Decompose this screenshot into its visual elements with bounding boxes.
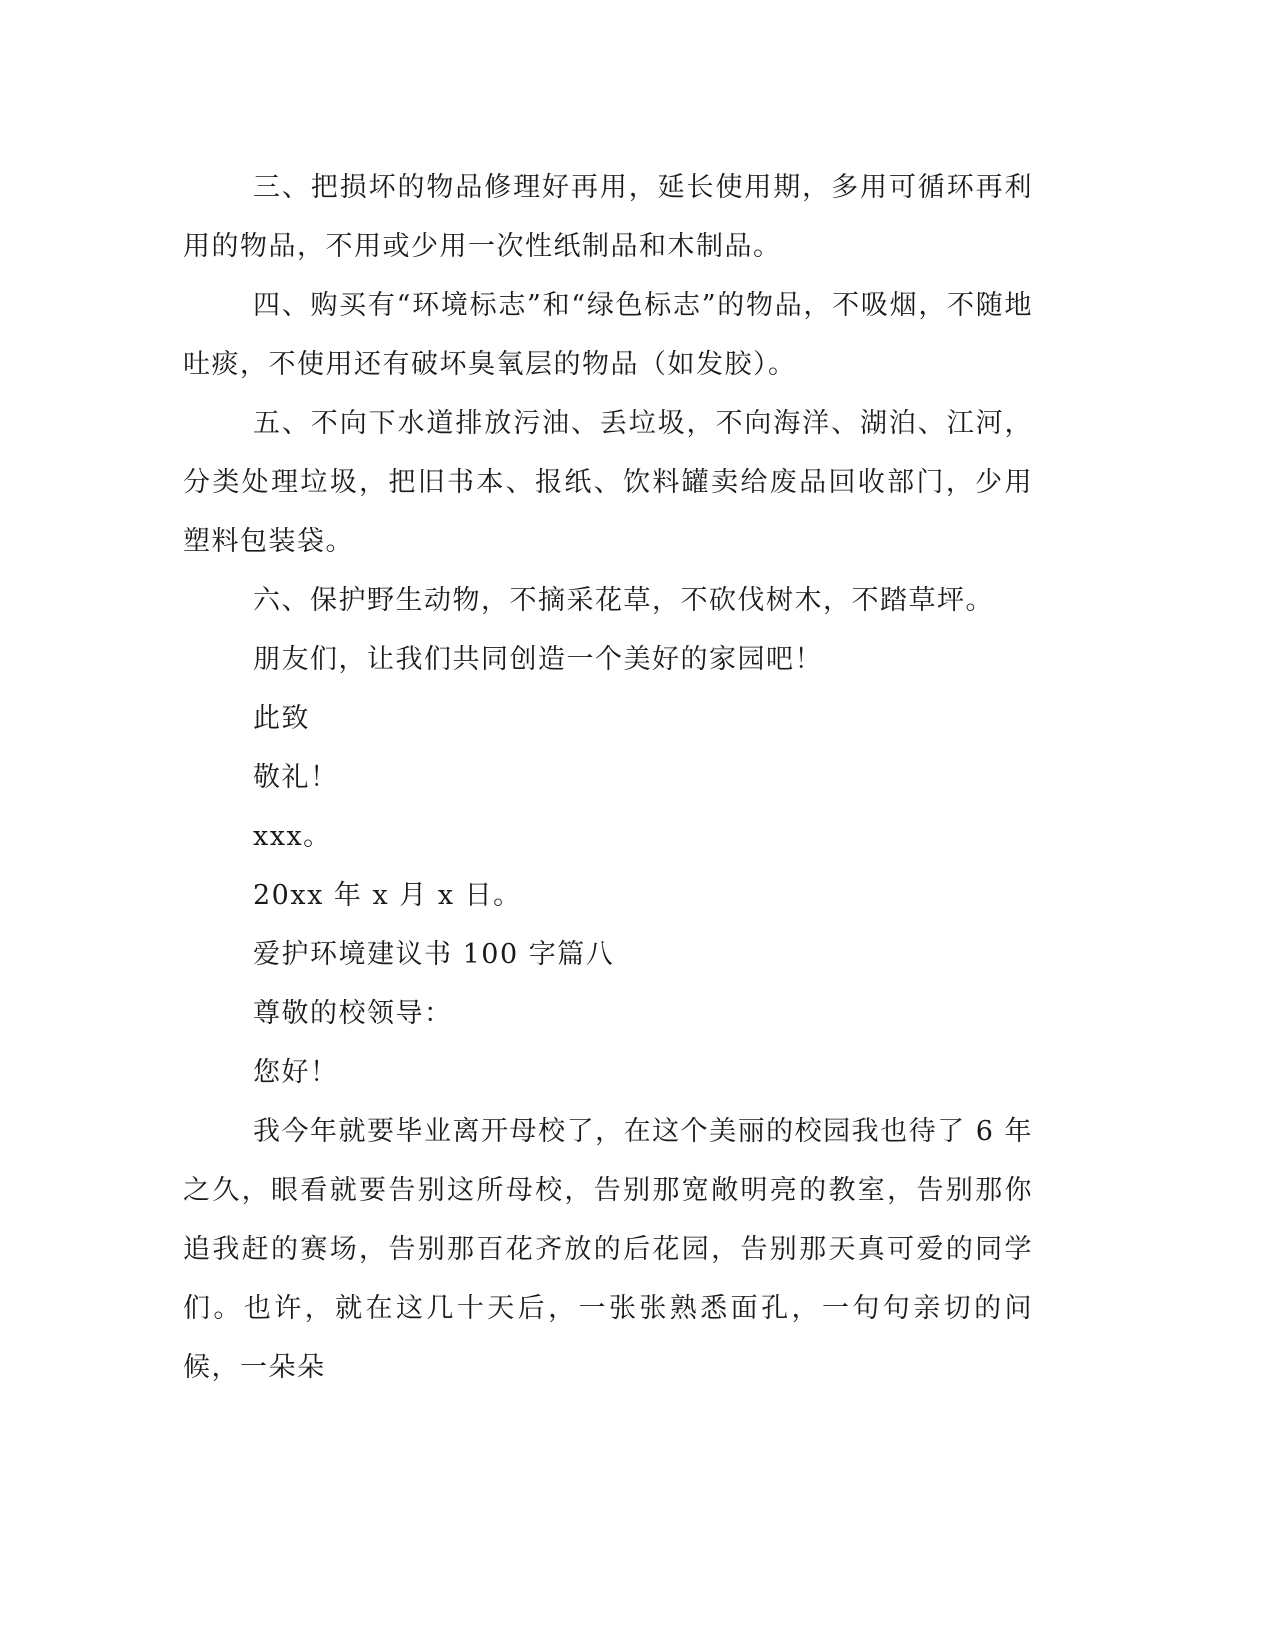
paragraph-item-4: 四、购买有“环境标志”和“绿色标志”的物品，不吸烟，不随地吐痰，不使用还有破坏臭氧层的物品（如发胶）。 [183,290,1033,380]
paragraph-item-3: 三、把损坏的物品修理好再用，延长使用期，多用可循环再利用的物品，不用或少用一次性纸制品和木制品。 [183,172,1033,262]
closing-appeal: 朋友们，让我们共同创造一个美好的家园吧！ [253,644,823,675]
signature: xxx。 [253,821,332,852]
paragraph-item-6: 六、保护野生动物，不摘采花草，不砍伐树木，不踏草坪。 [253,585,994,616]
document-body [183,158,1033,1397]
paragraph-item-5: 五、不向下水道排放污油、丢垃圾，不向海洋、湖泊、江河，分类处理垃圾，把旧书本、报纸、饮料罐卖给废品回收部门，少用塑料包装袋。 [183,408,1033,557]
letter-greeting: 尊敬的校领导： [253,998,453,1029]
section-heading: 爱护环境建议书 100 字篇八 [253,939,615,970]
letter-body-paragraph: 我今年就要毕业离开母校了，在这个美丽的校园我也待了 6 年之久，眼看就要告别这所母校，告别那宽敞明亮的教室，告别那你追我赶的赛场，告别那百花齐放的后花园，告别那天真可爱的同学们。也许，就在这几十天后，一张张熟悉面孔，一句句亲切的问候，一朵朵 [183,1116,1033,1383]
salutation-jingli: 敬礼！ [253,762,339,793]
date-line: 20xx 年 x 月 x 日。 [253,880,522,911]
salutation-cizhi: 此致 [253,703,310,734]
letter-hello: 您好！ [253,1057,339,1088]
